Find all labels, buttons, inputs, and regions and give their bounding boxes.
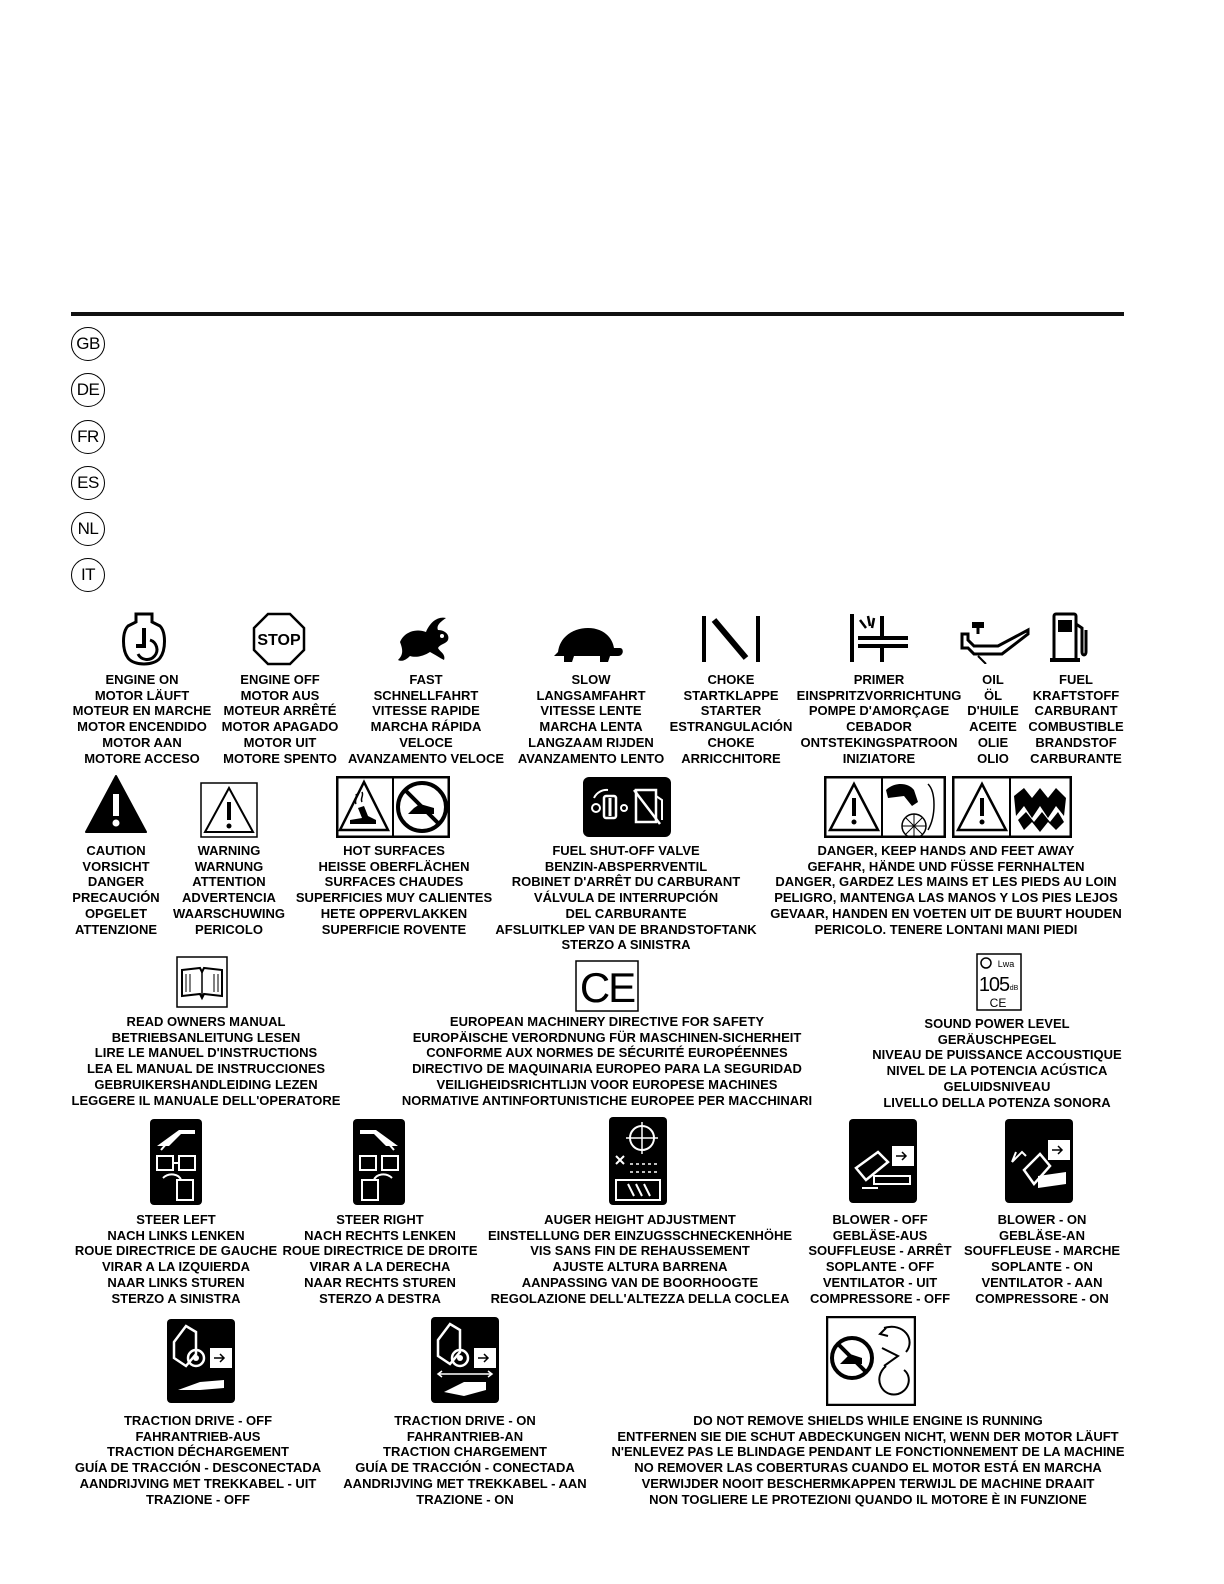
caption-danger-hands-feet: DANGER, KEEP HANDS AND FEET AWAY GEFAHR, HÄNDE UND FÜSSE FERNHALTEN DANGER, GARDEZ LES MAINS ET LES PIEDS AU LOIN PELIGRO, MANTENGA LAS MANOS Y LOS PIES LEJOS GEVAAR, HANDEN EN VOETEN UIT DE BUURT HOUDEN PERICOLO. TENERE LONTANI MANI PIEDI (770, 843, 1122, 937)
stop-text: STOP (257, 632, 301, 649)
caption-hot-surfaces: HOT SURFACES HEISSE OBERFLÄCHEN SURFACES CHAUDES SUPERFICIES MUY CALIENTES HETE OPPERVLAKKEN SUPERFICIE ROVENTE (295, 843, 493, 937)
lang-badge-gb: GB (71, 327, 105, 361)
caption-traction-on: TRACTION DRIVE - ON FAHRANTRIEB-AN TRACTION CHARGEMENT GUÍA DE TRACCIÓN - CONECTADA AANDRIJVING MET TREKKABEL - AAN TRAZIONE - ON (343, 1413, 587, 1507)
caption-engine-off: ENGINE OFF MOTOR AUS MOTEUR ARRÊTÉ MOTOR APAGADO MOTOR UIT MOTORE SPENTO (221, 672, 339, 766)
hot-surfaces-icon (336, 776, 450, 838)
caption-fuel-shutoff: FUEL SHUT-OFF VALVE BENZIN-ABSPERRVENTIL ROBINET D'ARRÊT DU CARBURANT VÁLVULA DE INTERRUPCIÓN DEL CARBURANTE AFSLUITKLEP VAN DE BRANDSTOFTANK STERZO A SINISTRA (495, 843, 757, 953)
caption-choke: CHOKE STARTKLAPPE STARTER ESTRANGULACIÓN CHOKE ARRICCHITORE (669, 672, 793, 766)
lang-badge-es: ES (71, 466, 105, 500)
caption-caution: CAUTION VORSICHT DANGER PRECAUCIÓN OPGELET ATTENZIONE (72, 843, 160, 937)
caption-primer: PRIMER EINSPRITZVORRICHTUNG POMPE D'AMORÇAGE CEBADOR ONTSTEKINGSPATROON INIZIATORE (796, 672, 962, 766)
lang-badge-it: IT (71, 558, 105, 592)
caption-slow: SLOW LANGSAMFAHRT VITESSE LENTE MARCHA LENTA LANGZAAM RIJDEN AVANZAMENTO LENTO (517, 672, 665, 766)
top-rule (71, 312, 1124, 316)
lang-badge-de: DE (71, 373, 105, 407)
caption-sound-power: SOUND POWER LEVEL GERÄUSCHPEGEL NIVEAU DE PUISSANCE ACCOUSTIQUE NIVEL DE LA POTENCIA ACÚSTICA GELUIDSNIVEAU LIVELLO DELLA POTENZA SONORA (872, 1016, 1122, 1110)
turtle-icon (552, 626, 624, 664)
manual-book-icon (176, 956, 228, 1008)
ce-mark-icon (575, 960, 639, 1012)
caption-traction-off: TRACTION DRIVE - OFF FAHRANTRIEB-AUS TRACTION DÉCHARGEMENT GUÍA DE TRACCIÓN - DESCONECTADA AANDRIJVING MET TREKKABEL - UIT TRAZIONE - OFF (74, 1413, 322, 1507)
caption-shields: DO NOT REMOVE SHIELDS WHILE ENGINE IS RUNNING ENTFERNEN SIE DIE SCHUT ABDECKUNGEN NICHT, WENN DER MOTOR LÄUFT N'ENLEVEZ PAS LE BLINDAGE PENDANT LE FONCTIONNEMENT DE LA MACHINE NO REMOVER LAS COBERTURAS CUANDO EL MOTOR ESTÁ EN MARCHA VERWIJDER NOOIT BESCHERMKAPPEN TERWIJL DE MACHINE DRAAIT NON TOGLIERE LE PROTEZIONI QUANDO IL MOTORE È IN FUNZIONE (611, 1413, 1125, 1507)
engine-on-icon (120, 610, 168, 668)
caption-auger-height: AUGER HEIGHT ADJUSTMENT EINSTELLUNG DER EINZUGSSCHNECKENHÖHE VIS SANS FIN DE REHAUSSEMENT AJUSTE ALTURA BARRENA AANPASSING VAN DE BOORHOOGTE REGOLAZIONE DELL'ALTEZZA DELLA COCLEA (487, 1212, 793, 1306)
fuel-pump-icon (1048, 610, 1090, 664)
caption-fuel: FUEL KRAFTSTOFF CARBURANT COMBUSTIBLE BRANDSTOF CARBURANTE (1028, 672, 1124, 766)
sound-unit-text: dB (1009, 985, 1019, 992)
steer-left-icon (149, 1118, 203, 1206)
warning-icon (200, 782, 258, 838)
caption-oil: OIL ÖL D'HUILE ACEITE OLIE OLIO (967, 672, 1019, 766)
caption-steer-right: STEER RIGHT NACH RECHTS LENKEN ROUE DIRECTRICE DE DROITE VIRAR A LA DERECHA NAAR RECHTS STUREN STERZO A DESTRA (282, 1212, 478, 1306)
auger-height-icon (608, 1116, 668, 1206)
caption-steer-left: STEER LEFT NACH LINKS LENKEN ROUE DIRECTRICE DE GAUCHE VIRAR A LA IZQUIERDA NAAR LINKS STUREN STERZO A SINISTRA (74, 1212, 278, 1306)
danger-feet-icon (952, 776, 1072, 838)
caption-blower-off: BLOWER - OFF GEBLÄSE-AUS SOUFFLEUSE - ARRÊT SOPLANTE - OFF VENTILATOR - UIT COMPRESSORE - OFF (808, 1212, 952, 1306)
caption-fast: FAST SCHNELLFAHRT VITESSE RAPIDE MARCHA RÁPIDA VELOCE AVANZAMENTO VELOCE (347, 672, 505, 766)
oil-can-icon (958, 620, 1030, 664)
sound-value-text: 105 (978, 974, 1010, 996)
ce-mark-text: CE (579, 964, 635, 1011)
caption-read-manual: READ OWNERS MANUAL BETRIEBSANLEITUNG LESEN LIRE LE MANUEL D'INSTRUCTIONS LEA EL MANUAL DE INSTRUCCIONES GEBRUIKERSHANDLEIDING LEZEN LEGGERE IL MANUALE DELL'OPERATORE (71, 1014, 341, 1108)
caption-ce: EUROPEAN MACHINERY DIRECTIVE FOR SAFETY EUROPÄISCHE VERORDNUNG FÜR MASCHINEN-SICHERHEIT CONFORME AUX NORMES DE SÉCURITÉ EUROPÉENNES DIRECTIVO DE MAQUINARIA EUROPEO PARA LA SEGURIDAD VEILIGHEIDSRICHTLIJN VOOR EUROPESE MACHINES NORMATIVE ANTINFORTUNISTICHE EUROPEE PER MACCHINARI (401, 1014, 813, 1108)
fuel-shutoff-icon (582, 776, 672, 838)
blower-on-icon (1004, 1118, 1074, 1204)
caution-icon (84, 774, 148, 836)
primer-icon (848, 612, 912, 664)
sound-power-icon (976, 953, 1022, 1011)
lang-badge-nl: NL (71, 512, 105, 546)
blower-off-icon (848, 1118, 918, 1204)
caption-engine-on: ENGINE ON MOTOR LÄUFT MOTEUR EN MARCHE MOTOR ENCENDIDO MOTOR AAN MOTORE ACCESO (72, 672, 212, 766)
traction-on-icon (430, 1316, 500, 1404)
choke-icon (700, 614, 764, 664)
shields-icon (826, 1316, 916, 1406)
steer-right-icon (352, 1118, 406, 1206)
caption-blower-on: BLOWER - ON GEBLÄSE-AN SOUFFLEUSE - MARCHE SOPLANTE - ON VENTILATOR - AAN COMPRESSORE - ON (964, 1212, 1120, 1306)
rabbit-icon (396, 612, 452, 664)
sound-ce-text: CE (989, 996, 1007, 1010)
lang-badge-fr: FR (71, 420, 105, 454)
stop-sign-icon (252, 612, 306, 666)
caption-warning: WARNING WARNUNG ATTENTION ADVERTENCIA WAARSCHUWING PERICOLO (173, 843, 285, 937)
sound-lwa-text: Lwa (997, 959, 1015, 969)
traction-off-icon (166, 1318, 236, 1404)
danger-hands-icon (824, 776, 946, 838)
